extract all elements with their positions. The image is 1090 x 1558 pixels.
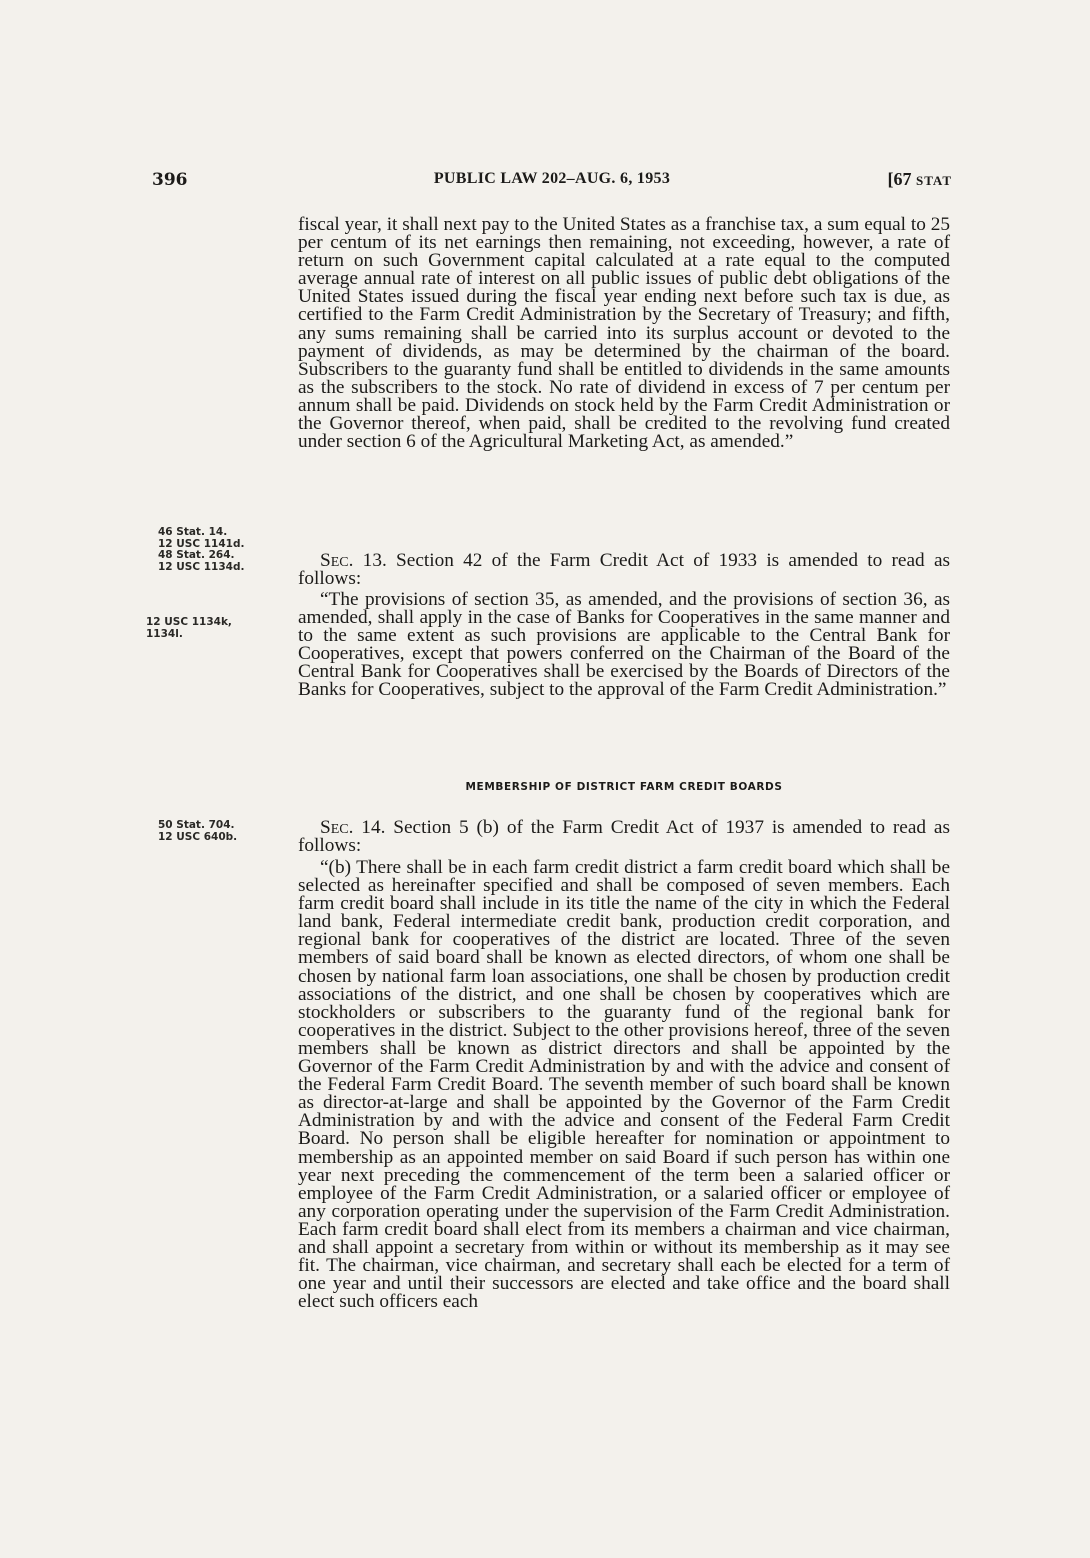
- section-14: [298, 819, 950, 855]
- section-14-intro: [298, 819, 950, 855]
- margin-note-line: 1134l.: [146, 627, 183, 640]
- statute-label: STAT: [915, 173, 952, 188]
- section-13: [298, 552, 950, 588]
- statute-reference: [887, 169, 952, 190]
- quoted-subsection-b: [298, 859, 950, 1311]
- body-paragraph: [298, 216, 950, 451]
- statute-volume: [67: [887, 169, 916, 189]
- section-13-intro: [298, 552, 950, 588]
- margin-note-line: 12 USC 1134k,: [146, 616, 232, 628]
- margin-note-line: 48 Stat. 264.: [158, 549, 235, 561]
- section-text: Section 5 (b) of the Farm Credit Act of 1937 is amended to read as follows:: [298, 817, 950, 857]
- quoted-paragraph: “(b) There shall be in each farm credit district a farm credit board which shall be selected as hereinafter specified and shall be composed of seven members. Each farm credit board shall include in its title the name of the city in which the Federal land bank, Federal intermediate credit bank, production credit corporation, and regional bank for cooperatives of the district are located. Three of the seven members of said board shall be known as elected directors, of whom one shall be chosen by national farm loan associations, one shall be chosen by production credit associations of the district, and one shall be chosen by cooperatives which are stockholders or subscribers to the guaranty fund of the regional bank for cooperatives in the district. Subject to the other provisions hereof, three of the seven members shall be known as district directors and shall be appointed by the Governor of the Farm Credit Administration by and with the advice and consent of the Federal Farm Credit Board. The seventh member of such board shall be known as director-at-large and shall be appointed by the Governor of the Farm Credit Administration by and with the advice and consent of the Federal Farm Credit Board. No person shall be eligible hereafter for nomination or appointment to membership as an appointed member on said Board if such person has within one year next preceding the commencement of the term been a salaried officer or employee of the Farm Credit Administration, or a salaried officer or employee of any corporation operating under the supervision of the Farm Credit Administration. Each farm credit board shall elect from its members a chairman and vice chairman, and shall appoint a secretary from within or without its membership as it may see fit. The chairman, vice chairman, and secretary shall each be elected for a term of one year and until their successors are elected and take office and the board shall elect such officers each: [298, 857, 950, 1313]
- page-number: 396: [152, 170, 188, 190]
- margin-note-line: 12 USC 1141d.: [158, 537, 245, 550]
- margin-note-line: 46 Stat. 14.: [158, 526, 228, 538]
- margin-note-sec13: [158, 527, 244, 573]
- margin-note-sec14: [158, 820, 237, 843]
- margin-note-line: 50 Stat. 704.: [158, 819, 235, 831]
- running-head: PUBLIC LAW 202–AUG. 6, 1953: [433, 170, 671, 187]
- section-label: Sec. 13.: [320, 550, 387, 571]
- margin-note-line: 12 USC 640b.: [158, 830, 238, 843]
- paragraph-continuation: fiscal year, it shall next pay to the United States as a franchise tax, a sum equal to 25 per centum of its net earnings then remaining, not exceeding, however, a rate of return on such Government capital calculated at a rate equal to the computed average annual rate of interest on all public issues of public debt obligations of the United States issued during the fiscal year ending next before such tax is due, as certified to the Farm Credit Administration by the Secretary of Treasury; and fifth, any sums remaining shall be carried into its surplus account or devoted to the payment of dividends, as may be determined by the chairman of the board. Subscribers to the guaranty fund shall be entitled to dividends in the same amounts as the subscribers to the stock. No rate of dividend in excess of 7 per centum per annum shall be paid. Dividends on stock held by the Farm Credit Administration or the Governor thereof, when paid, shall be credited to the revolving fund created under section 6 of the Agricultural Marketing Act, as amended.”: [298, 214, 950, 453]
- margin-note-provisions: [146, 617, 232, 640]
- section-label: Sec. 14.: [320, 817, 386, 838]
- page-header: [152, 170, 952, 194]
- quoted-provision: [298, 591, 950, 700]
- section-heading: MEMBERSHIP OF DISTRICT FARM CREDIT BOARDS: [465, 781, 783, 793]
- quoted-paragraph: “The provisions of section 35, as amended, and the provisions of section 36, as amended, shall apply in the case of Banks for Cooperatives in the same manner and to the same extent as such provisions are applicable to the Central Bank for Cooperatives, except that powers conferred on the Chairman of the Board of the Central Bank for Cooperatives shall be exercised by the Boards of Directors of the Banks for Cooperatives, subject to the approval of the Farm Credit Administration.”: [298, 589, 950, 701]
- section-text: Section 42 of the Farm Credit Act of 1933 is amended to read as follows:: [298, 550, 951, 590]
- margin-note-line: 12 USC 1134d.: [158, 560, 245, 573]
